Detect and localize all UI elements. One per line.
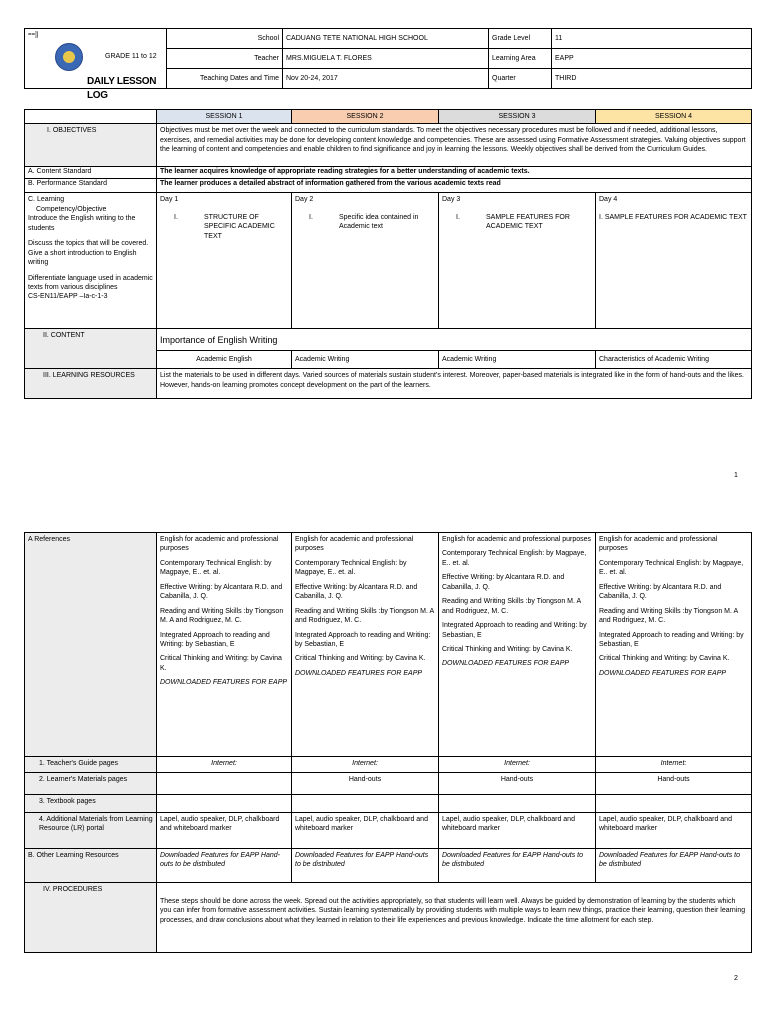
ref-1-6: Critical Thinking and Writing: by Cavina K. bbox=[160, 655, 282, 672]
procedures-label-text: IV. PROCEDURES bbox=[43, 886, 103, 893]
quarter-value: THIRD bbox=[552, 69, 752, 89]
procedures-text bbox=[157, 883, 752, 953]
competency-line-3: Give a short introduction to English writing bbox=[28, 249, 137, 267]
ref-4-4: Reading and Writing Skills :by Tiongson M. A and Rodriguez, M. C. bbox=[599, 607, 738, 625]
other-resources-2: Downloaded Features for EAPP Hand-outs to be distributed bbox=[292, 849, 439, 883]
textbook-1 bbox=[157, 795, 292, 813]
content-label-text: II. CONTENT bbox=[43, 332, 85, 340]
school-value: CADUANG TETE NATIONAL HIGH SCHOOL bbox=[283, 29, 489, 49]
content-label bbox=[25, 329, 157, 369]
content-standard-text: The learner acquires knowledge of appropriate reading strategies for a better understanding of academic texts. bbox=[157, 167, 752, 179]
day-4-cell bbox=[596, 193, 752, 329]
day-3-topic: SAMPLE FEATURES FOR ACADEMIC TEXT bbox=[486, 213, 570, 231]
ref-3-1: English for academic and professional purposes bbox=[442, 536, 592, 543]
ref-4-1: English for academic and professional purposes bbox=[599, 536, 718, 553]
lesson-log-table bbox=[24, 109, 752, 399]
additional-materials-1: Lapel, audio speaker, DLP, chalkboard and whiteboard marker bbox=[157, 813, 292, 849]
learners-materials-1 bbox=[157, 773, 292, 795]
day-2-cell bbox=[292, 193, 439, 329]
ref-3-7: DOWNLOADED FEATURES FOR EAPP bbox=[442, 660, 570, 668]
ref-3-2: Contemporary Technical English: by Magpaye, E.. et. al. bbox=[442, 550, 587, 567]
dates-label: Teaching Dates and Time bbox=[167, 69, 283, 89]
day-3-label: Day 3 bbox=[442, 196, 461, 204]
ref-2-5: Integrated Approach to reading and Writing: by Sebastian, E bbox=[295, 631, 431, 648]
learning-area-value: EAPP bbox=[552, 49, 752, 69]
day-1-num: I. bbox=[174, 213, 178, 221]
day-2-topic: Specific idea contained in Academic text bbox=[339, 213, 419, 231]
performance-standard-label: B. Performance Standard bbox=[25, 179, 157, 193]
textbook-label: 3. Textbook pages bbox=[25, 795, 157, 813]
learning-resources-text: List the materials to be used in different days. Varied sources of materials sustain student's interest. Moreover, paper-based materials is integrated like in the form of hand-outs and the likes. However, hands-on learning promotes concept development on the part of the learners. bbox=[157, 369, 752, 399]
other-resources-4: Downloaded Features for EAPP Hand-outs to be distributed bbox=[596, 849, 752, 883]
resources-table bbox=[24, 532, 752, 953]
ref-3-6: Critical Thinking and Writing: by Cavina K. bbox=[442, 645, 573, 653]
references-col-1 bbox=[157, 533, 292, 757]
competency-line-2: Discuss the topics that will be covered. bbox=[28, 240, 149, 248]
day-2-num: I. bbox=[309, 213, 313, 221]
quarter-label: Quarter bbox=[489, 69, 552, 89]
ref-1-4: Reading and Writing Skills :by Tiongson M. A and Rodriguez, M. C. bbox=[160, 607, 284, 625]
ref-2-7: DOWNLOADED FEATURES FOR EAPP bbox=[295, 669, 423, 677]
content-topic-3: Academic Writing bbox=[439, 351, 596, 369]
ref-1-5: Integrated Approach to reading and Writing: by Sebastian, E bbox=[160, 631, 270, 648]
procedures-label bbox=[25, 883, 157, 953]
session-1-header: SESSION 1 bbox=[157, 110, 292, 124]
competency-line-1: Introduce the English writing to the students bbox=[28, 215, 136, 232]
grade-level-label: Grade Level bbox=[489, 29, 552, 49]
ref-1-1: English for academic and professional purposes bbox=[160, 536, 279, 553]
ref-3-3: Effective Writing: by Alcantara R.D. and Cabanilla, J. Q. bbox=[442, 574, 565, 591]
performance-standard-text: The learner produces a detailed abstract of information gathered from the various academic texts read bbox=[157, 179, 752, 193]
teacher-label: Teacher bbox=[167, 49, 283, 69]
ref-4-7: DOWNLOADED FEATURES FOR EAPP bbox=[599, 669, 727, 677]
references-col-2 bbox=[292, 533, 439, 757]
learners-materials-2: Hand-outs bbox=[292, 773, 439, 795]
references-col-3 bbox=[439, 533, 596, 757]
teachers-guide-3: Internet: bbox=[439, 757, 596, 773]
objectives-label bbox=[25, 124, 157, 167]
textbook-4 bbox=[596, 795, 752, 813]
page-number-2: 2 bbox=[734, 975, 738, 982]
teachers-guide-label: 1. Teacher's Guide pages bbox=[25, 757, 157, 773]
ref-1-3: Effective Writing: by Alcantara R.D. and Cabanilla, J. Q. bbox=[160, 583, 283, 601]
textbook-3 bbox=[439, 795, 596, 813]
session-4-header: SESSION 4 bbox=[596, 110, 752, 124]
teachers-guide-2: Internet: bbox=[292, 757, 439, 773]
other-resources-3: Downloaded Features for EAPP Hand-outs to be distributed bbox=[439, 849, 596, 883]
dates-value: Nov 20-24, 2017 bbox=[283, 69, 489, 89]
ref-3-5: Integrated Approach to reading and Writing: by Sebastian, E bbox=[442, 622, 587, 639]
ref-4-6: Critical Thinking and Writing: by Cavina K. bbox=[599, 655, 730, 663]
day-1-label: Day 1 bbox=[160, 196, 179, 204]
session-3-header: SESSION 3 bbox=[439, 110, 596, 124]
learning-competency-cell bbox=[25, 193, 157, 329]
ref-2-6: Critical Thinking and Writing: by Cavina K. bbox=[295, 655, 426, 663]
ref-1-7: DOWNLOADED FEATURES FOR EAPP bbox=[160, 679, 288, 687]
ref-1-2: Contemporary Technical English: by Magpaye, E.. et. al. bbox=[160, 559, 272, 577]
ref-2-1: English for academic and professional purposes bbox=[295, 536, 414, 553]
school-label: School bbox=[167, 29, 283, 49]
day-2-label: Day 2 bbox=[295, 196, 314, 204]
references-label: A References bbox=[25, 533, 157, 757]
page-number-1: 1 bbox=[734, 472, 738, 479]
additional-materials-label: 4. Additional Materials from Learning Resource (LR) portal bbox=[25, 813, 157, 849]
session-2-header: SESSION 2 bbox=[292, 110, 439, 124]
teacher-value: MRS.MIGUELA T. FLORES bbox=[283, 49, 489, 69]
learning-competency-label-2: Competency/Objective bbox=[36, 205, 107, 213]
additional-materials-2: Lapel, audio speaker, DLP, chalkboard and whiteboard marker bbox=[292, 813, 439, 849]
additional-materials-3: Lapel, audio speaker, DLP, chalkboard and whiteboard marker bbox=[439, 813, 596, 849]
textbook-2 bbox=[292, 795, 439, 813]
other-resources-label: B. Other Learning Resources bbox=[25, 849, 157, 883]
grade-range: GRADE 11 to 12 bbox=[105, 53, 157, 60]
content-topic-1: Academic English bbox=[157, 351, 292, 369]
learning-area-label: Learning Area bbox=[489, 49, 552, 69]
teachers-guide-4: Internet: bbox=[596, 757, 752, 773]
logo-cell bbox=[25, 29, 167, 101]
ref-2-2: Contemporary Technical English: by Magpaye, E.. et. al. bbox=[295, 559, 407, 577]
content-title: Importance of English Writing bbox=[157, 329, 752, 351]
learning-competency-label: C. Learning bbox=[28, 196, 65, 204]
ref-4-2: Contemporary Technical English: by Magpaye, E.. et. al. bbox=[599, 559, 744, 577]
ref-4-5: Integrated Approach to reading and Writing: by Sebastian, E bbox=[599, 631, 744, 648]
ref-2-4: Reading and Writing Skills :by Tiongson M. A and Rodriguez, M. C. bbox=[295, 607, 434, 625]
procedures-text-body: These steps should be done across the week. Spread out the activities appropriately, so that students will learn well. Always be guided by demonstration of learning by the students which you can infer from formative assessment activities. Sustain learning systematically by providing students with multiple ways to learn new things, practice their learning, question their learning processes, and draw conclusions about what they learned in relation to their life experiences and previous knowledge. Indicate the time allotment for each step. bbox=[160, 898, 746, 924]
teachers-guide-1: Internet: bbox=[157, 757, 292, 773]
ref-4-3: Effective Writing: by Alcantara R.D. and Cabanilla, J. Q. bbox=[599, 583, 722, 601]
day-3-cell bbox=[439, 193, 596, 329]
objectives-label-text: I. OBJECTIVES bbox=[47, 127, 97, 135]
learners-materials-4: Hand-outs bbox=[596, 773, 752, 795]
session-blank bbox=[25, 110, 157, 124]
content-topic-2: Academic Writing bbox=[292, 351, 439, 369]
content-topic-4: Characteristics of Academic Writing bbox=[596, 351, 752, 369]
other-resources-1: Downloaded Features for EAPP Hand-outs to be distributed bbox=[157, 849, 292, 883]
day-4-topic: I. SAMPLE FEATURES FOR ACADEMIC TEXT bbox=[599, 213, 747, 221]
competency-line-4: Differentiate language used in academic texts from various disciplines bbox=[28, 274, 153, 291]
learning-resources-label-text: III. LEARNING RESOURCES bbox=[43, 372, 135, 380]
day-1-cell bbox=[157, 193, 292, 329]
grade-level-value: 11 bbox=[552, 29, 752, 49]
document-title: DAILY LESSON LOG bbox=[87, 76, 157, 101]
day-1-topic: STRUCTURE OF SPECIFIC ACADEMIC TEXT bbox=[204, 213, 275, 240]
header-table bbox=[24, 28, 752, 101]
learners-materials-3: Hand-outs bbox=[439, 773, 596, 795]
references-col-4 bbox=[596, 533, 752, 757]
objectives-text: Objectives must be met over the week and connected to the curriculum standards. To meet the objectives necessary procedures must be followed and if needed, additional lessons, exercises, and remedial activities may be done for developing content knowledge and competencies. These are assessed using Formative Assessment strategies. Valuing objectives support the learning of content and competencies and enable children to find significance and joy in learning the lessons. Weekly objectives shall be derived from the Curriculum Guides. bbox=[157, 124, 752, 167]
content-standard-label: A. Content Standard bbox=[25, 167, 157, 179]
logo-text: ==]] bbox=[28, 32, 39, 38]
day-4-label: Day 4 bbox=[599, 196, 618, 204]
competency-code: CS-EN11/EAPP –Ia-c-1-3 bbox=[28, 293, 108, 301]
learning-resources-label bbox=[25, 369, 157, 399]
additional-materials-4: Lapel, audio speaker, DLP, chalkboard and whiteboard marker bbox=[596, 813, 752, 849]
learners-materials-label: 2. Learner's Materials pages bbox=[25, 773, 157, 795]
ref-3-4: Reading and Writing Skills :by Tiongson M. A and Rodriguez, M. C. bbox=[442, 598, 581, 615]
ref-2-3: Effective Writing: by Alcantara R.D. and Cabanilla, J. Q. bbox=[295, 583, 418, 601]
deped-seal-icon bbox=[55, 43, 83, 71]
day-3-num: I. bbox=[456, 213, 460, 221]
